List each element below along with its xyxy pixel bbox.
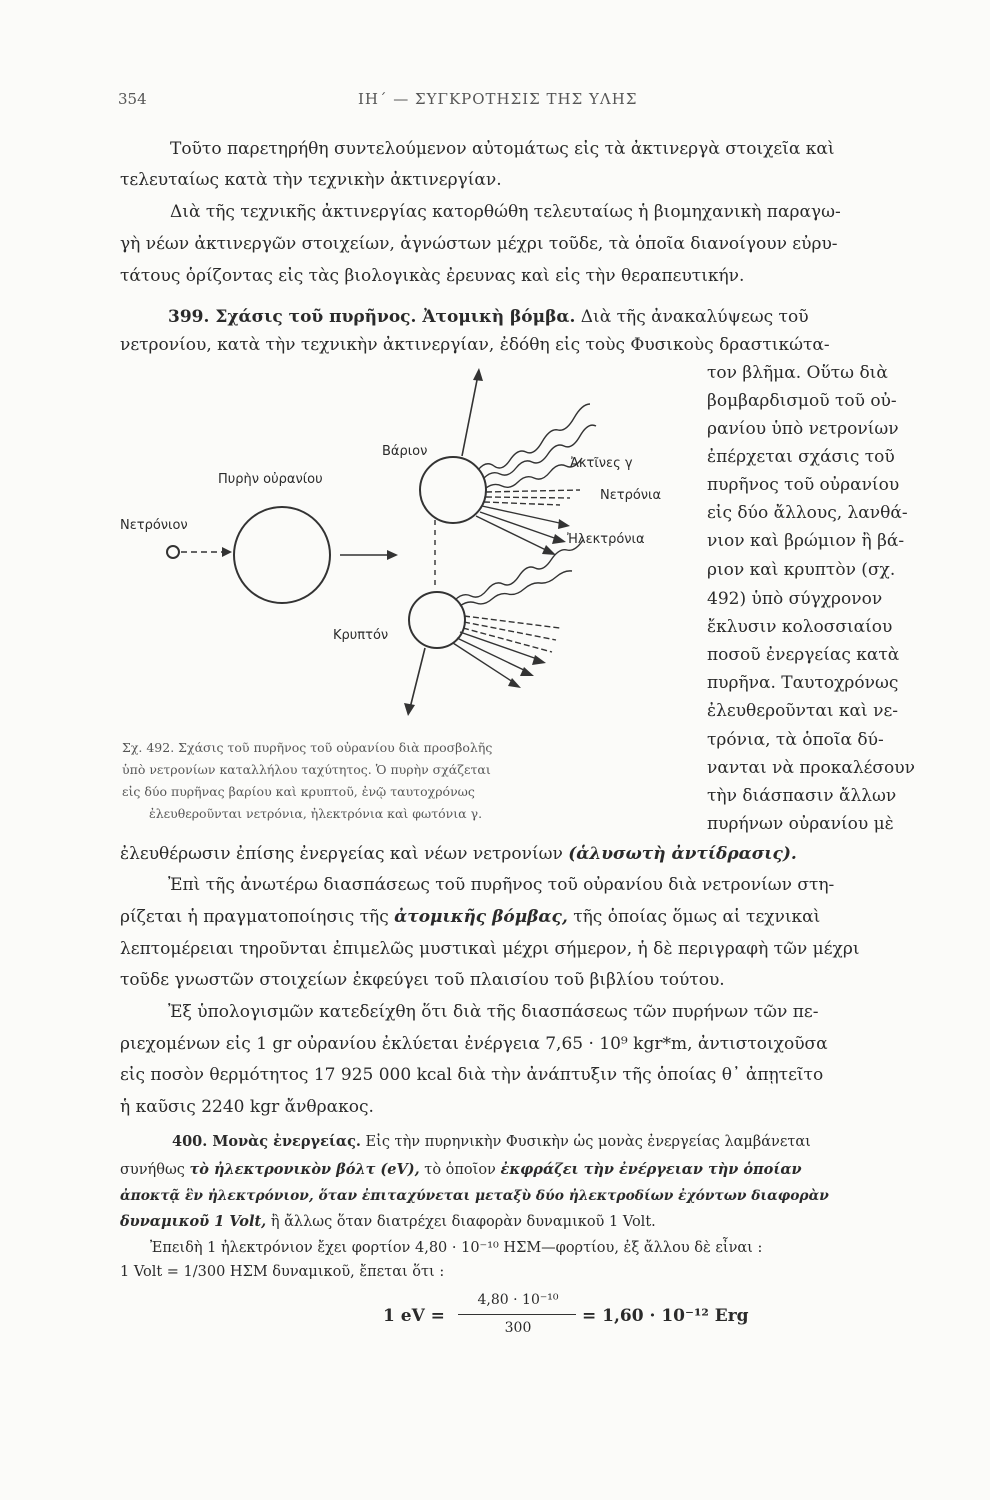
label-neutrons: Νετρόνια xyxy=(600,488,662,503)
label-barium: Βάριον xyxy=(382,444,428,459)
section-400-line: 1 Volt = 1/300 ΗΣΜ δυναμικοῦ, ἔπεται ὅτι : xyxy=(120,1264,445,1280)
equation-numerator: 4,80 · 10⁻¹⁰ xyxy=(477,1292,559,1308)
text: ἐλευθέρωσιν ἐπίσης ἐνεργείας καὶ νέων νετρονίων xyxy=(120,844,569,864)
page-number: 354 xyxy=(118,90,147,108)
label-gamma-rays: Ἀκτῖνες γ xyxy=(570,456,633,471)
right-column-line: πυρήνων οὐρανίου μὲ xyxy=(707,814,894,834)
definition-text: δυναμικοῦ 1 Volt, xyxy=(120,1213,267,1230)
body-line: Τοῦτο παρετηρήθη συντελούμενον αὐτομάτως εἰς τὰ ἀκτινεργὰ στοιχεῖα καὶ xyxy=(170,139,835,159)
body-line: νετρονίου, κατὰ τὴν τεχνικὴν ἀκτινεργίαν, ἐδόθη εἰς τοὺς Φυσικοὺς δραστικώτα- xyxy=(120,335,830,355)
text: τῆς ὁποίας ὅμως αἱ τεχνικαὶ xyxy=(567,907,821,927)
text: ρίζεται ἡ πραγματοποίησις τῆς xyxy=(120,907,395,927)
right-column-line: πυρῆνα. Ταυτοχρόνως xyxy=(707,673,899,693)
section-400-line xyxy=(120,1186,829,1206)
right-column-line: βομβαρδισμοῦ τοῦ οὐ- xyxy=(707,391,897,411)
text: ἢ ἄλλως ὅταν διατρέχει διαφορὰν δυναμικοῦ 1 Volt. xyxy=(266,1214,656,1230)
figure-caption-line: ὑπὸ νετρονίων καταλλήλου ταχύτητος. Ὁ πυρὴν σχάζεται xyxy=(122,762,491,777)
body-line xyxy=(120,906,820,928)
right-column-line: πυρῆνος τοῦ οὐρανίου xyxy=(707,475,900,495)
figure-caption-line: ἐλευθεροῦνται νετρόνια, ἠλεκτρόνια καὶ φωτόνια γ. xyxy=(149,806,483,821)
right-column-line: τὴν διάσπασιν ἄλλων xyxy=(707,786,897,806)
body-line: Διὰ τῆς τεχνικῆς ἀκτινεργίας κατορθώθη τελευταίως ἡ βιομηχανικὴ παραγω- xyxy=(170,202,841,222)
uranium-nucleus xyxy=(234,507,330,603)
equation-denominator: 300 xyxy=(504,1320,532,1336)
label-krypton: Κρυπτόν xyxy=(333,628,389,643)
right-column-line: νιον καὶ βρώμιον ἢ βά- xyxy=(707,531,905,551)
label-neutron: Νετρόνιον xyxy=(120,518,188,533)
equation-rhs: = 1,60 · 10⁻¹² Erg xyxy=(582,1306,749,1326)
krypton-nucleus xyxy=(409,592,465,648)
section-400-line xyxy=(172,1132,811,1152)
text: τὸ ὁποῖον xyxy=(419,1162,501,1178)
section-399-heading-line xyxy=(168,306,809,328)
body-line: ριεχομένων εἰς 1 gr οὐρανίου ἐκλύεται ἐνέργεια 7,65 · 10⁹ kgr*m, ἀντιστοιχοῦσα xyxy=(120,1034,828,1054)
body-line: γὴ νέων ἀκτινεργῶν στοιχείων, ἀγνώστων μέχρι τοῦδε, τὰ ὁποῖα διανοίγουν εὐρυ- xyxy=(120,234,838,254)
label-uranium-nucleus: Πυρὴν οὐρανίου xyxy=(218,472,323,487)
section-400-line xyxy=(120,1212,656,1232)
body-line xyxy=(120,843,797,865)
chain-reaction-term: (ἁλυσωτὴ ἀντίδρασις). xyxy=(568,844,797,864)
figure-caption-line: εἰς δύο πυρῆνας βαρίου καὶ κρυπτοῦ, ἐνῷ ταυτοχρόνως xyxy=(122,784,475,799)
body-line: εἰς ποσὸν θερμότητος 17 925 000 kcal διὰ τὴν ἀνάπτυξιν τῆς ὁποίας θ᾽ ἀπῃτεῖτο xyxy=(120,1065,824,1085)
body-line: Ἐπὶ τῆς ἀνωτέρω διασπάσεως τοῦ πυρῆνος τοῦ οὐρανίου διὰ νετρονίων στη- xyxy=(168,875,835,895)
body-line: ἡ καῦσις 2240 kgr ἄνθρακος. xyxy=(120,1097,374,1117)
ev-term: τὸ ἠλεκτρονικὸν βόλτ (eV), xyxy=(189,1161,420,1178)
definition-text: ἐκφράζει τὴν ἐνέργειαν τὴν ὁποίαν xyxy=(500,1161,802,1178)
body-line: Ἐξ ὑπολογισμῶν κατεδείχθη ὅτι διὰ τῆς διασπάσεως τῶν πυρήνων τῶν πε- xyxy=(168,1002,819,1022)
heading-rest: Διὰ τῆς ἀνακαλύψεως τοῦ xyxy=(575,307,809,327)
right-column-line: ἔκλυσιν κολοσσιαίου xyxy=(707,617,893,637)
equation-lhs: 1 eV = xyxy=(383,1306,445,1326)
neutron-particle xyxy=(167,546,179,558)
right-column-line: ἐλευθεροῦνται καὶ νε- xyxy=(707,701,898,721)
text: συνήθως xyxy=(120,1162,190,1178)
body-line: λεπτομέρειαι τηροῦνται ἐπιμελῶς μυστικαὶ μέχρι σήμερον, ἡ δὲ περιγραφὴ τῶν μέχρι xyxy=(120,939,860,959)
body-line: τάτους ὁρίζοντας εἰς τὰς βιολογικὰς ἐρευνας καὶ εἰς τὴν θεραπευτικήν. xyxy=(120,266,745,286)
section-400-line: Ἐπειδὴ 1 ἠλεκτρόνιον ἔχει φορτίον 4,80 · 10⁻¹⁰ ΗΣΜ—φορτίου, ἐξ ἄλλου δὲ εἶναι : xyxy=(150,1240,763,1256)
figure-caption-line: Σχ. 492. Σχάσις τοῦ πυρῆνος τοῦ οὐρανίου διὰ προσβολῆς xyxy=(122,740,493,755)
right-column-line: εἰς δύο ἄλλους, λανθά- xyxy=(707,503,908,523)
right-column-line: νανται νὰ προκαλέσουν xyxy=(707,758,915,778)
section-heading: 400. Μονὰς ἐνεργείας. xyxy=(172,1133,361,1150)
running-title: ΙΗ΄ — ΣΥΓΚΡΟΤΗΣΙΣ ΤΗΣ ΥΛΗΣ xyxy=(358,90,638,108)
right-column-line: ποσοῦ ἐνεργείας κατὰ xyxy=(707,645,900,665)
definition-text: ἀποκτᾷ ἓν ἠλεκτρόνιον, ὅταν ἐπιταχύνεται μεταξὺ δύο ἠλεκτροδίων ἐχόντων διαφορὰν xyxy=(120,1188,829,1204)
label-electrons: Ἠλεκτρόνια xyxy=(567,532,645,547)
right-column-line: τον βλῆμα. Οὕτω διὰ xyxy=(707,363,888,383)
section-heading: 399. Σχάσις τοῦ πυρῆνος. Ἀτομικὴ βόμβα. xyxy=(168,307,576,327)
text: Εἰς τὴν πυρηνικὴν Φυσικὴν ὡς μονὰς ἐνεργείας λαμβάνεται xyxy=(360,1134,811,1150)
body-line: τελευταίως κατὰ τὴν τεχνικὴν ἀκτινεργίαν. xyxy=(120,170,502,190)
right-column-line: ριον καὶ κρυπτὸν (σχ. xyxy=(707,560,896,580)
right-column-line: 492) ὑπὸ σύγχρονον xyxy=(707,589,883,609)
fraction-bar xyxy=(458,1314,576,1315)
right-column-line: ρανίου ὑπὸ νετρονίων xyxy=(707,419,899,439)
right-column-line: ἐπέρχεται σχάσις τοῦ xyxy=(707,447,895,467)
barium-nucleus xyxy=(420,457,486,523)
section-400-line xyxy=(120,1160,802,1180)
right-column-line: τρόνια, τὰ ὁποῖα δύ- xyxy=(707,730,884,750)
atomic-bomb-term: ἀτομικῆς βόμβας, xyxy=(394,907,568,927)
body-line: τοῦδε γνωστῶν στοιχείων ἐκφεύγει τοῦ πλαισίου τοῦ βιβλίου τούτου. xyxy=(120,970,725,990)
